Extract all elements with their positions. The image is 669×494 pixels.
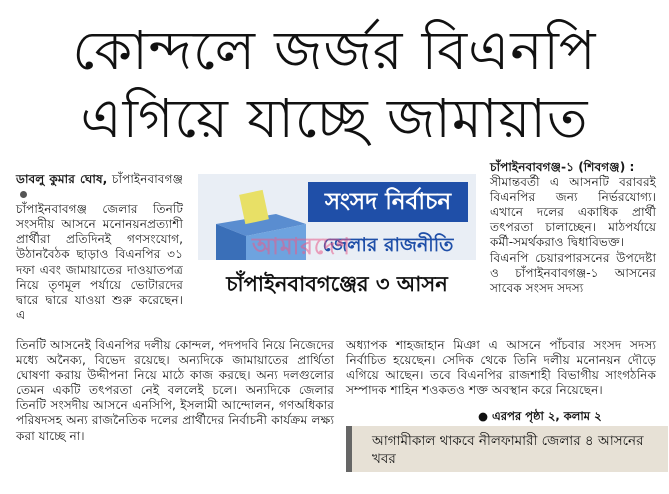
bullet-icon — [20, 191, 27, 198]
next-day-box — [346, 426, 668, 472]
headline-line-2: এগিয়ে যাচ্ছে জামায়াত — [80, 87, 589, 150]
byline-place: চাঁপাইনবাবগঞ্জ — [111, 172, 183, 186]
byline — [16, 172, 183, 202]
right-column-text-2: বিএনপি চেয়ারপারসনের উপদেষ্টা ও চাঁপাইনবাবগঞ্জ-১ আসনের সাবেক সংসদ সদস্য — [490, 250, 656, 295]
headline-line-1: কোন্দলে জর্জর বিএনপি — [72, 19, 597, 82]
right-column — [490, 160, 656, 296]
wide-left-text: তিনটি আসনেই বিএনপির দলীয় কোন্দল, পদপদবি নিয়ে নিজেদের মধ্যে অনৈক্য, বিভেদ রয়েছে। অন্যদিকে জামায়াতের প্রার্থিতা ঘোষণা করায় উদ্দীপনা নিয়ে মাঠে কাজ করছে। অন্য দলগুলোর তেমন একটি তৎপরতা নেই বললেই চলে। অন্যদিকে জেলার তিনটি সংসদীয় আসনে এনসিপি, ইসলামী আন্দোলন, গণঅধিকার পরিষদসহ অন্য রাজনৈতিক দলের প্রার্থীদের নির্বাচনী কার্যক্রম লক্ষ্য করা যাচ্ছে না। — [16, 338, 334, 443]
next-day-text: আগামীকাল থাকবে নীলফামারী জেলার ৪ আসনের খবর — [372, 433, 644, 467]
right-column-heading: চাঁপাইনবাবগঞ্জ-১ (শিবগঞ্জ) : — [490, 160, 635, 174]
wide-right-text: অধ্যাপক শাহজাহান মিঞা এ আসনে পাঁচবার সংসদ সদস্য নির্বাচিত হয়েছেন। সেদিক থেকে তিনি দলীয় মনোনয়ন দৌড়ে এগিয়ে আছেন। তবে বিএনপির রাজশাহী বিভাগীয় সাংগঠনিক সম্পাদক শাহিন শওকতও শক্ত অবস্থান করে নিয়েছেন। — [346, 338, 656, 398]
banner-subtitle: জেলার রাজনীতি — [308, 230, 468, 262]
byline-name: ডাবলু কুমার ঘোষ, — [16, 172, 108, 186]
left-column — [16, 172, 183, 323]
watermark-logo: আমারদেশ — [252, 234, 351, 260]
right-column-text-1: সীমান্তবর্তী এ আসনটি বরাবরই বিএনপির জন্য নির্ভরযোগ্য। এখানে দলের একাধিক প্রার্থী তৎপরতা চালাচ্ছেন। মাঠপর্যায়ে কর্মী-সমর্থকরাও দ্বিধাবিভক্ত। — [490, 175, 656, 250]
banner-title: সংসদ নির্বাচন — [308, 182, 468, 222]
left-column-text: চাঁপাইনবাবগঞ্জ জেলার তিনটি সংসদীয় আসনে মনোনয়নপ্রত্যাশী প্রার্থীরা প্রতিদিনই গণসংযোগ, উঠানবৈঠক ছাড়াও বিএনপির ৩১ দফা এবং জামায়াতের দাওয়াতপত্র নিয়ে তৃণমূল পর্যায়ে ভোটারদের দ্বারে দ্বারে যাওয়া শুরু করেছেন। এ — [16, 202, 183, 322]
bottom-strip — [0, 478, 669, 494]
continued-note: ● এরপর পৃষ্ঠা ২, কলাম ২ — [478, 409, 602, 423]
banner-caption: চাঁপাইনবাবগঞ্জের ৩ আসন — [198, 260, 476, 308]
